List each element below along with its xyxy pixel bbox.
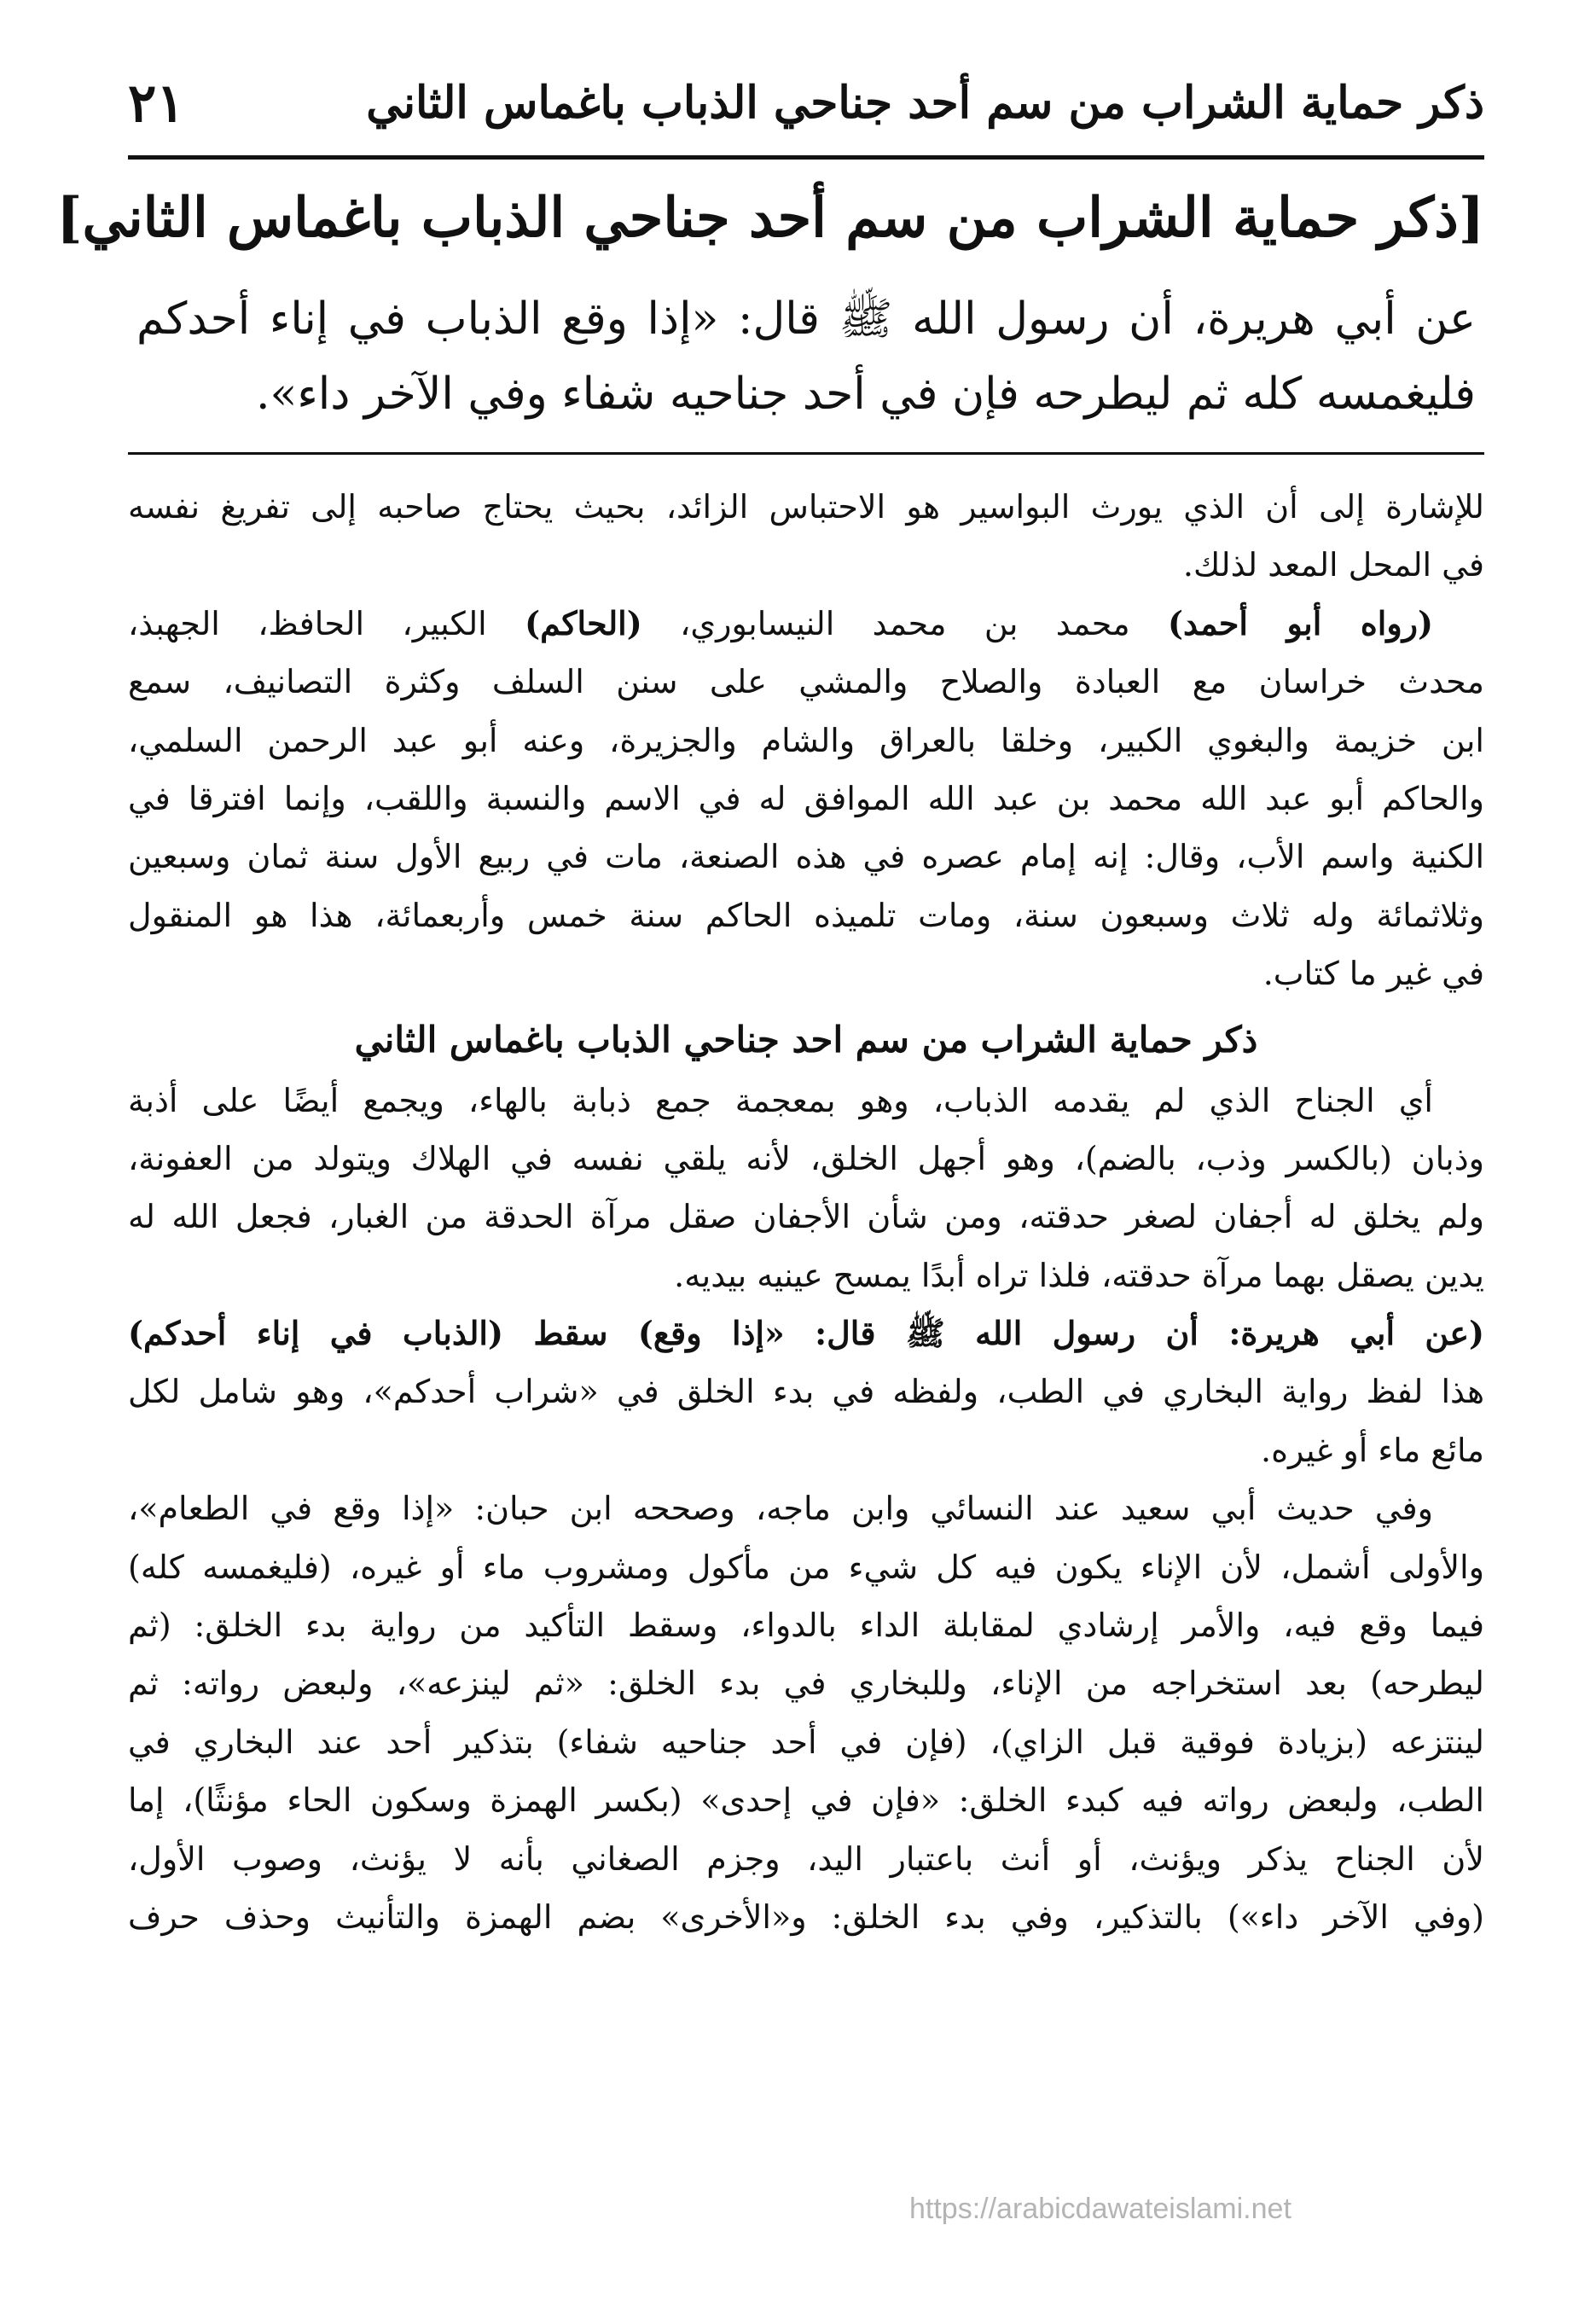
hadith-line: فليغمسه كله ثم ليطرحه فإن في أحد جناحيه شفاء وفي الآخر داء».	[255, 369, 1476, 420]
text-line: الطب، ولبعض رواته فيه كبدء الخلق: «فإن في إحدى» (بكسر الهمزة وسكون الحاء مؤنثًا)، إما	[128, 1781, 1484, 1820]
text-line: وثلاثمائة وله ثلاث وسبعون سنة، ومات تلميذه الحاكم سنة خمس وأربعمائة، هذا هو المنقول	[128, 896, 1484, 934]
watermark-url: https://arabicdawateislami.net	[909, 2193, 1291, 2225]
commentary-paragraph	[128, 1479, 1484, 1946]
text-line: ابن خزيمة والبغوي الكبير، وخلقا بالعراق والشام والجزيرة، وعنه أبو عبد الرحمن السلمي،	[128, 721, 1484, 759]
text-line: ليطرحه) بعد استخراجه من الإناء، وللبخاري في بدء الخلق: «ثم لينزعه»، ولبعض رواته: ثم	[128, 1665, 1484, 1703]
hadith-text	[136, 282, 1476, 432]
header-divider	[128, 155, 1484, 160]
text-line: وفي حديث أبي سعيد عند النسائي وابن ماجه، وصححه ابن حبان: «إذا وقع في الطعام»،	[128, 1490, 1433, 1528]
text-line: أي الجناح الذي لم يقدمه الذباب، وهو بمعجمة جمع ذبابة بالهاء، ويجمع أيضًا على أذبة	[128, 1081, 1433, 1119]
text-line: (عن أبي هريرة: أن رسول الله ﷺ قال: «إذا وقع) سقط (الذباب في إناء أحدكم)	[128, 1314, 1484, 1353]
text-line: والحاكم أبو عبد الله محمد بن عبد الله الموافق له في الاسم والنسبة واللقب، وإنما افترقا في	[128, 779, 1484, 817]
text-line: والأولى أشمل، لأن الإناء يكون فيه كل شيء من مأكول ومشروب ماء أو غيره، (فليغمسه كله)	[128, 1548, 1484, 1586]
bold-citation: (الحاكم)	[525, 603, 642, 642]
commentary-paragraph	[128, 478, 1484, 595]
text-line: هذا لفظ رواية البخاري في الطب، ولفظه في بدء الخلق في «شراب أحدكم»، وهو شامل لكل	[128, 1373, 1484, 1411]
text-line: ولم يخلق له أجفان لصغر حدقته، ومن شأن الأجفان صقل مرآة الحدقة من الغبار، فجعل الله له	[128, 1198, 1484, 1236]
text-line: مائع ماء أو غيره.	[1261, 1431, 1484, 1469]
text-line: في المحل المعد لذلك.	[1182, 546, 1484, 584]
hadith-divider	[128, 452, 1484, 455]
running-header	[128, 72, 1484, 154]
text-line: (وفي الآخر داء») بالتذكير، وفي بدء الخلق: و«الأخرى» بضم الهمزة والتأنيث وحذف حرف	[128, 1897, 1484, 1936]
running-title: ذكر حماية الشراب من سم أحد جناحي الذباب باغماس الثاني	[366, 77, 1484, 129]
text-line: وذبان (بالكسر وذب، بالضم)، وهو أجهل الخلق، لأنه يلقي نفسه في الهلاك ويتولد من العفونة،	[128, 1139, 1484, 1177]
page-number: ٢١	[128, 72, 185, 134]
text-line	[128, 595, 1484, 653]
text-line: يدين يصقل بهما مرآة حدقته، فلذا تراه أبدًا يمسح عينيه بيديه.	[674, 1256, 1484, 1294]
text-line: فيما وقع فيه، والأمر إرشادي لمقابلة الداء بالدواء، وسقط التأكيد من رواية بدء الخلق: (ثم	[128, 1606, 1484, 1645]
hadith-line: عن أبي هريرة، أن رسول الله ﷺ قال: «إذا وقع الذباب في إناء أحدكم	[136, 293, 1476, 345]
text-line: لينتزعه (بزيادة فوقية قبل الزاي)، (فإن في أحد جناحيه شفاء) بتذكير أحد عند البخاري في	[128, 1723, 1484, 1761]
text-line: في غير ما كتاب.	[1262, 955, 1484, 993]
commentary	[128, 478, 1484, 1946]
bold-citation: (رواه أبو أحمد)	[1168, 603, 1433, 642]
text-line: للإشارة إلى أن الذي يورث البواسير هو الاحتباس الزائد، بحيث يحتاج صاحبه إلى تفريغ نفسه	[128, 488, 1484, 526]
inline-text: محمد بن محمد النيسابوري،	[641, 604, 1169, 642]
commentary-paragraph	[128, 1304, 1484, 1479]
text-line: محدث خراسان مع العبادة والصلاح والمشي على سنن السلف وكثرة التصانيف، سمع	[128, 663, 1484, 701]
inline-text: الكبير، الحافظ، الجهبذ،	[128, 604, 525, 642]
text-line: الكنية واسم الأب، وقال: إنه إمام عصره في هذه الصنعة، مات في ربيع الأول سنة ثمان وسبعين	[128, 838, 1484, 876]
hadith-heading: [ذكر حماية الشراب من سم أحد جناحي الذباب باغماس الثاني]	[56, 186, 1484, 250]
section-heading: ذكر حماية الشراب من سم احد جناحي الذباب باغماس الثاني	[354, 1018, 1258, 1060]
commentary-paragraph	[128, 595, 1484, 1003]
commentary-paragraph	[128, 1072, 1484, 1305]
text-line: لأن الجناح يذكر ويؤنث، أو أنث باعتبار اليد، وجزم الصغاني بأنه لا يؤنث، وصوب الأول،	[128, 1839, 1484, 1878]
